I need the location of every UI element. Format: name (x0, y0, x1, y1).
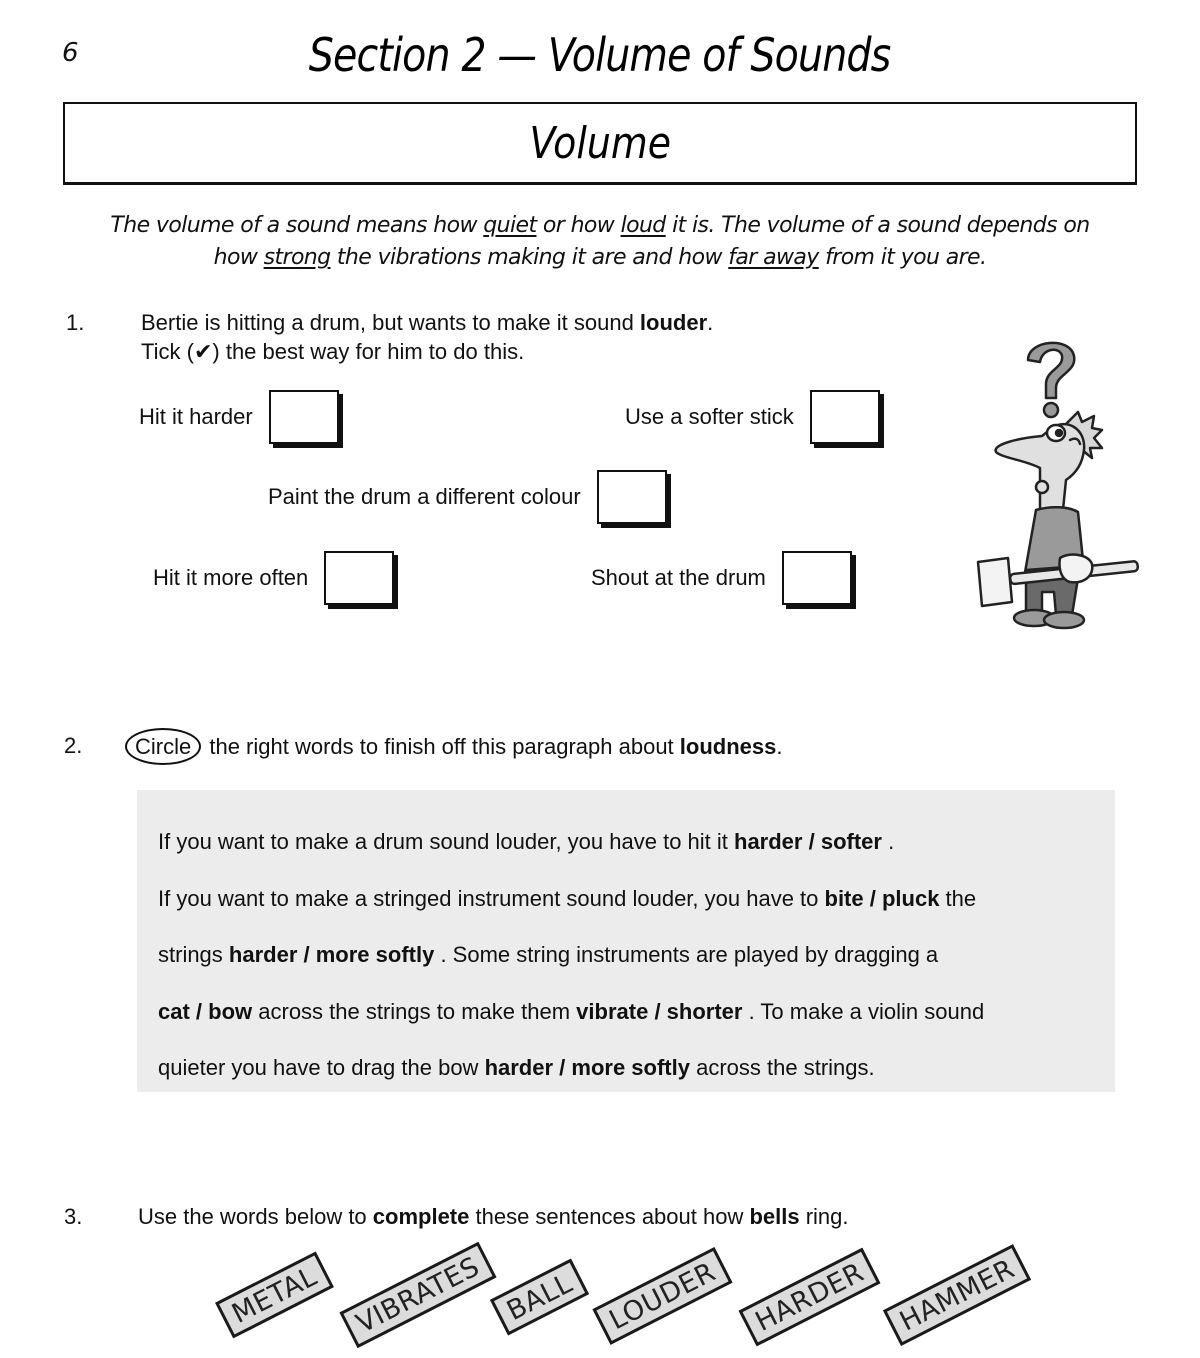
choice-harder[interactable]: harder (484, 1055, 554, 1080)
choice-separator: / (189, 998, 209, 1024)
prompt-bold: bells (749, 1204, 800, 1229)
choice-softer[interactable]: softer (820, 829, 882, 854)
question-1-line-1 (141, 308, 713, 337)
paragraph-line-3 (158, 927, 1094, 984)
question-3-instruction (138, 1202, 849, 1231)
prompt-text: these sentences about how (469, 1204, 750, 1229)
intro-text-segment: how (213, 245, 264, 270)
prompt-text: ) the best way for him to do this. (212, 339, 525, 364)
prompt-text: Tick ( (141, 339, 194, 364)
choice-vibrate[interactable]: vibrate (576, 998, 649, 1024)
question-1-line-2 (141, 337, 713, 366)
tick-box-shout-at-the-drum[interactable] (782, 551, 852, 605)
option-use-a-softer-stick (625, 390, 880, 444)
intro-keyword-quiet: quiet (483, 213, 537, 238)
intro-keyword-far-away: far away (728, 245, 819, 270)
shoe (1044, 612, 1084, 628)
word-tag-metal[interactable]: METAL (215, 1252, 334, 1339)
intro-text-segment: or how (536, 213, 621, 238)
word-tag-hammer[interactable]: HAMMER (883, 1244, 1031, 1346)
intro-text (60, 210, 1140, 274)
question-mark-dot (1044, 403, 1058, 417)
paragraph-text: across the strings to make them (252, 998, 577, 1024)
topic-title: Volume (529, 117, 671, 169)
prompt-bold: complete (372, 1204, 470, 1229)
tick-box-hit-it-harder[interactable] (269, 390, 339, 444)
intro-line-2 (60, 242, 1140, 274)
circle-word-example: Circle (125, 728, 201, 765)
paragraph-text: . Some string instruments are played by dragging a (434, 942, 939, 967)
option-hit-it-harder (139, 390, 339, 444)
paragraph-text: If you want to make a stringed instrument sound louder, you have to (158, 885, 825, 911)
choice-separator: / (863, 885, 882, 911)
loudness-paragraph-box (137, 790, 1115, 1092)
choice-more-softly[interactable]: more softly (571, 1055, 690, 1080)
option-label: Paint the drum a different colour (268, 484, 581, 509)
tick-box-paint-the-drum[interactable] (597, 470, 667, 524)
chin (1036, 481, 1048, 493)
option-paint-the-drum (268, 470, 667, 524)
tick-icon: ✔ (193, 339, 213, 364)
intro-text-segment: it is. The volume of a sound depends on (665, 213, 1090, 238)
paragraph-text: quieter you have to drag the bow (158, 1055, 485, 1080)
page-number: 6 (62, 38, 79, 68)
paragraph-line-4 (158, 984, 1094, 1041)
intro-line-1 (60, 210, 1140, 242)
option-label: Hit it harder (139, 404, 253, 429)
intro-text-segment: the vibrations making it are and how (330, 245, 729, 270)
choice-pluck[interactable]: pluck (881, 885, 940, 911)
choice-separator: / (553, 1055, 572, 1080)
prompt-text: ring. (799, 1204, 849, 1229)
prompt-text: . (707, 310, 714, 335)
choice-bow[interactable]: bow (208, 998, 253, 1024)
choice-harder[interactable]: harder (228, 942, 298, 967)
option-label: Use a softer stick (625, 404, 794, 429)
choice-more-softly[interactable]: more softly (315, 942, 435, 967)
choice-separator: / (802, 829, 821, 854)
question-1-prompt (141, 308, 713, 366)
question-1-number: 1. (66, 310, 85, 335)
question-2-number: 2. (64, 733, 83, 758)
paragraph-line-2 (158, 871, 1094, 928)
question-3-number: 3. (64, 1204, 83, 1229)
paragraph-text: . To make a violin sound (742, 998, 985, 1024)
choice-separator: / (648, 998, 667, 1024)
paragraph-text: . (881, 829, 895, 854)
hammer-head (978, 558, 1012, 606)
choice-shorter[interactable]: shorter (666, 998, 743, 1024)
intro-keyword-strong: strong (263, 245, 331, 270)
prompt-bold: louder (639, 310, 708, 335)
word-tag-louder[interactable]: LOUDER (592, 1247, 732, 1345)
paragraph-text: the (939, 885, 977, 911)
option-hit-it-more-often (153, 551, 394, 605)
prompt-bold: loudness (679, 734, 777, 759)
tick-box-hit-it-more-often[interactable] (324, 551, 394, 605)
section-title: Section 2 — Volume of Sounds (308, 28, 891, 82)
choice-bite[interactable]: bite (824, 885, 864, 911)
hand (1059, 555, 1092, 583)
option-label: Shout at the drum (591, 565, 766, 590)
prompt-text: Use the words below to (138, 1204, 373, 1229)
word-tag-harder[interactable]: HARDER (739, 1248, 881, 1347)
question-mark-icon (1028, 343, 1074, 398)
tick-box-use-a-softer-stick[interactable] (810, 390, 880, 444)
choice-cat[interactable]: cat (158, 998, 190, 1024)
intro-text-segment: The volume of a sound means how (110, 213, 484, 238)
word-tag-vibrates[interactable]: VIBRATES (339, 1242, 496, 1348)
question-2-instruction (125, 728, 782, 765)
paragraph-line-1 (158, 814, 1094, 871)
confused-man-with-hammer-illustration (970, 330, 1145, 635)
topic-title-box (63, 102, 1137, 185)
paragraph-text: across the strings. (689, 1055, 875, 1080)
prompt-text: . (776, 734, 783, 759)
choice-harder[interactable]: harder (734, 829, 803, 854)
choice-separator: / (297, 942, 316, 967)
option-shout-at-the-drum (591, 551, 852, 605)
option-label: Hit it more often (153, 565, 309, 590)
paragraph-text: If you want to make a drum sound louder, you have to hit it (158, 829, 734, 854)
intro-text-segment: from it you are. (818, 245, 987, 270)
prompt-text: the right words to finish off this paragraph about (203, 734, 680, 759)
paragraph-text: strings (158, 942, 229, 967)
prompt-text: Bertie is hitting a drum, but wants to make it sound (141, 310, 640, 335)
word-tag-ball[interactable]: BALL (490, 1259, 589, 1336)
intro-keyword-loud: loud (620, 213, 666, 238)
paragraph-line-5 (158, 1040, 1094, 1097)
